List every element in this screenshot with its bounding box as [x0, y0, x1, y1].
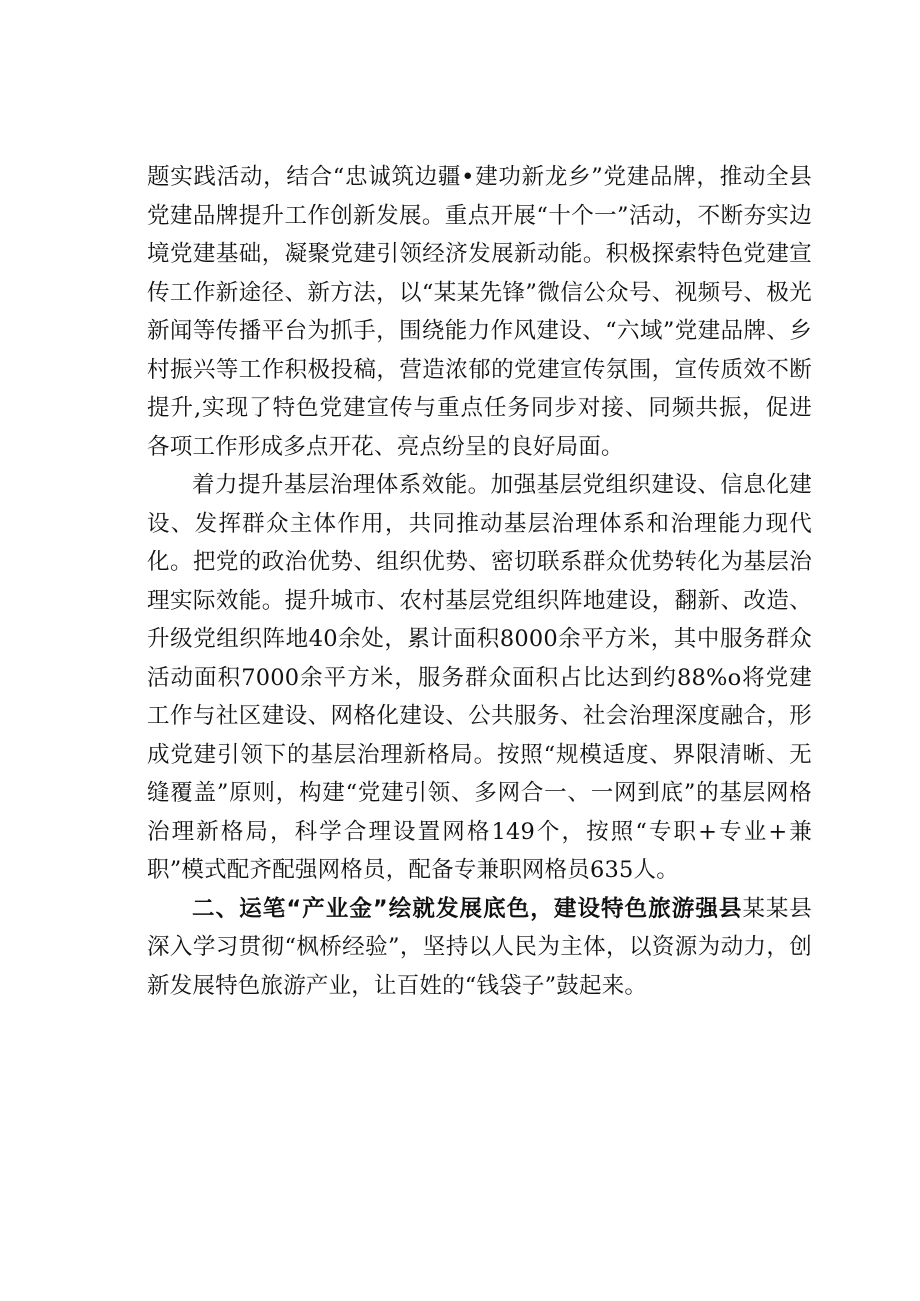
document-body [147, 158, 812, 1005]
paragraph-2: 着力提升基层治理体系效能。加强基层党组织建设、信息化建设、发挥群众主体作用，共同推动基层治理体系和治理能力现代化。把党的政治优势、组织优势、密切联系群众优势转化为基层治理实际效能。提升城市、农村基层党组织阵地建设，翻新、改造、升级党组织阵地40余处，累计面积8000余平方米，其中服务群众活动面积7000余平方米，服务群众面积占比达到约88%o将党建工作与社区建设、网格化建设、公共服务、社会治理深度融合，形成党建引领下的基层治理新格局。按照“规模适度、界限清晰、无缝覆盖”原则，构建“党建引领、多网合一、一网到底”的基层网格治理新格局，科学合理设置网格149个，按照“专职+专业+兼职”模式配齐配强网格员，配备专兼职网格员635人。 [147, 472, 812, 883]
paragraph-3 [147, 890, 812, 1006]
section-heading: 二、运笔“产业金”绘就发展底色，建设特色旅游强县 [192, 895, 743, 922]
section-body-text: 某某县深入学习贯彻“枫桥经验”，坚持以人民为主体，以资源为动力，创新发展特色旅游产业，让百姓的“钱袋子”鼓起来。 [147, 895, 812, 999]
paragraph-1: 题实践活动，结合“忠诚筑边疆•建功新龙乡”党建品牌，推动全县党建品牌提升工作创新发展。重点开展“十个一”活动，不断夯实边境党建基础，凝聚党建引领经济发展新动能。积极探索特色党建宣传工作新途径、新方法，以“某某先锋”微信公众号、视频号、极光新闻等传播平台为抓手，围绕能力作风建设、“六域”党建品牌、乡村振兴等工作积极投稿，营造浓郁的党建宣传氛围，宣传质效不断提升,实现了特色党建宣传与重点任务同步对接、同频共振，促进各项工作形成多点开花、亮点纷呈的良好局面。 [147, 164, 812, 460]
